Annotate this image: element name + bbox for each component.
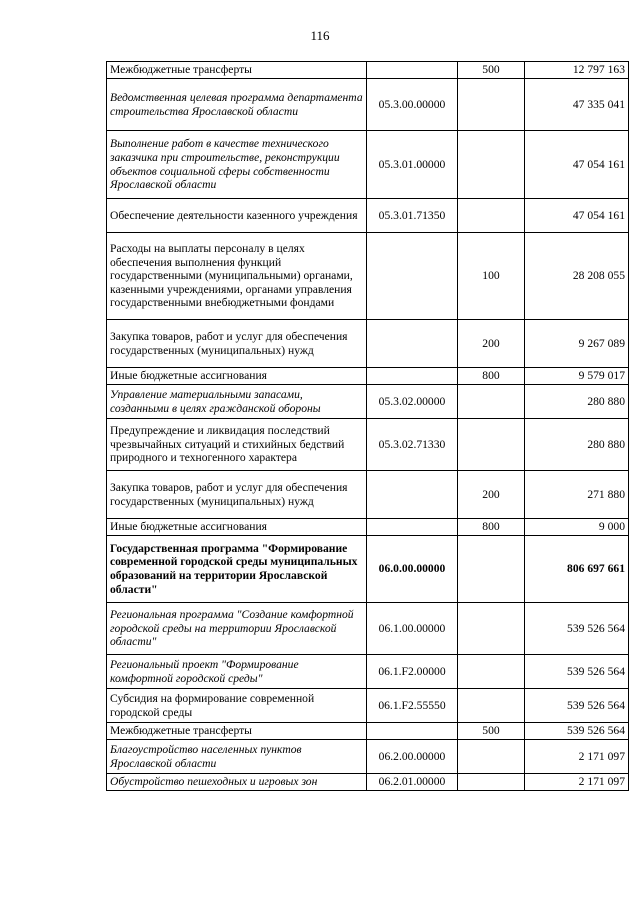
row-code <box>367 471 458 519</box>
table-row <box>107 603 629 655</box>
row-code: 06.1.F2.00000 <box>367 655 458 689</box>
row-code <box>367 233 458 320</box>
row-name: Региональная программа "Создание комфортной городской среды на территории Ярославской области" <box>107 603 367 655</box>
table-row <box>107 655 629 689</box>
row-amount: 2 171 097 <box>525 740 629 774</box>
row-amount: 806 697 661 <box>525 536 629 603</box>
row-code: 06.2.00.00000 <box>367 740 458 774</box>
row-name: Обеспечение деятельности казенного учреждения <box>107 199 367 233</box>
row-name: Межбюджетные трансферты <box>107 723 367 740</box>
row-code: 05.3.00.00000 <box>367 79 458 131</box>
row-name: Закупка товаров, работ и услуг для обеспечения государственных (муниципальных) нужд <box>107 320 367 368</box>
row-name: Выполнение работ в качестве технического заказчика при строительстве, реконструкции объектов социальной сферы собственности Ярославской области <box>107 131 367 199</box>
row-type: 200 <box>458 320 525 368</box>
row-code: 06.1.F2.55550 <box>367 689 458 723</box>
table-row <box>107 740 629 774</box>
row-type <box>458 655 525 689</box>
page-number: 116 <box>310 28 330 43</box>
row-name: Управление материальными запасами, созданными в целях гражданской обороны <box>107 385 367 419</box>
table-row <box>107 689 629 723</box>
row-amount: 539 526 564 <box>525 689 629 723</box>
row-name: Иные бюджетные ассигнования <box>107 519 367 536</box>
row-amount: 539 526 564 <box>525 603 629 655</box>
table-row <box>107 233 629 320</box>
table-row <box>107 519 629 536</box>
row-amount: 47 335 041 <box>525 79 629 131</box>
row-code: 05.3.02.71330 <box>367 419 458 471</box>
row-type: 800 <box>458 519 525 536</box>
table-row <box>107 199 629 233</box>
row-amount: 280 880 <box>525 385 629 419</box>
row-name: Ведомственная целевая программа департамента строительства Ярославской области <box>107 79 367 131</box>
table-row <box>107 79 629 131</box>
row-amount: 539 526 564 <box>525 723 629 740</box>
row-name: Обустройство пешеходных и игровых зон <box>107 774 367 791</box>
row-type <box>458 774 525 791</box>
row-amount: 280 880 <box>525 419 629 471</box>
row-code <box>367 368 458 385</box>
row-amount: 539 526 564 <box>525 655 629 689</box>
table-row <box>107 723 629 740</box>
table-row <box>107 320 629 368</box>
row-type <box>458 131 525 199</box>
row-name: Благоустройство населенных пунктов Ярославской области <box>107 740 367 774</box>
row-name: Расходы на выплаты персоналу в целях обеспечения выполнения функций государственными (муниципальными) органами, казенными учреждениями, органами управления государственными внебюджетными фондами <box>107 233 367 320</box>
table-row <box>107 419 629 471</box>
row-code <box>367 320 458 368</box>
table-row <box>107 62 629 79</box>
row-type: 100 <box>458 233 525 320</box>
row-type <box>458 79 525 131</box>
row-type: 800 <box>458 368 525 385</box>
row-name: Иные бюджетные ассигнования <box>107 368 367 385</box>
table-row <box>107 131 629 199</box>
budget-table <box>106 61 629 791</box>
row-amount: 9 267 089 <box>525 320 629 368</box>
row-name: Закупка товаров, работ и услуг для обеспечения государственных (муниципальных) нужд <box>107 471 367 519</box>
row-code <box>367 519 458 536</box>
row-type <box>458 199 525 233</box>
row-code: 05.3.01.00000 <box>367 131 458 199</box>
row-name: Государственная программа "Формирование современной городской среды муниципальных образований на территории Ярославской области" <box>107 536 367 603</box>
row-type <box>458 689 525 723</box>
row-type <box>458 385 525 419</box>
row-amount: 9 579 017 <box>525 368 629 385</box>
row-code <box>367 62 458 79</box>
row-type: 500 <box>458 723 525 740</box>
row-name: Субсидия на формирование современной городской среды <box>107 689 367 723</box>
row-code: 05.3.02.00000 <box>367 385 458 419</box>
row-type <box>458 603 525 655</box>
row-code: 05.3.01.71350 <box>367 199 458 233</box>
row-name: Межбюджетные трансферты <box>107 62 367 79</box>
row-amount: 47 054 161 <box>525 199 629 233</box>
table-row <box>107 774 629 791</box>
row-type: 500 <box>458 62 525 79</box>
row-amount: 12 797 163 <box>525 62 629 79</box>
row-code: 06.1.00.00000 <box>367 603 458 655</box>
row-amount: 271 880 <box>525 471 629 519</box>
row-type <box>458 740 525 774</box>
row-amount: 47 054 161 <box>525 131 629 199</box>
row-name: Предупреждение и ликвидация последствий чрезвычайных ситуаций и стихийных бедствий природного и техногенного характера <box>107 419 367 471</box>
row-type <box>458 419 525 471</box>
row-type: 200 <box>458 471 525 519</box>
row-code: 06.0.00.00000 <box>367 536 458 603</box>
table-row <box>107 385 629 419</box>
table-row <box>107 536 629 603</box>
row-amount: 9 000 <box>525 519 629 536</box>
row-code: 06.2.01.00000 <box>367 774 458 791</box>
row-amount: 28 208 055 <box>525 233 629 320</box>
table-row <box>107 368 629 385</box>
row-amount: 2 171 097 <box>525 774 629 791</box>
row-type <box>458 536 525 603</box>
row-name: Региональный проект "Формирование комфортной городской среды" <box>107 655 367 689</box>
table-row <box>107 471 629 519</box>
row-code <box>367 723 458 740</box>
